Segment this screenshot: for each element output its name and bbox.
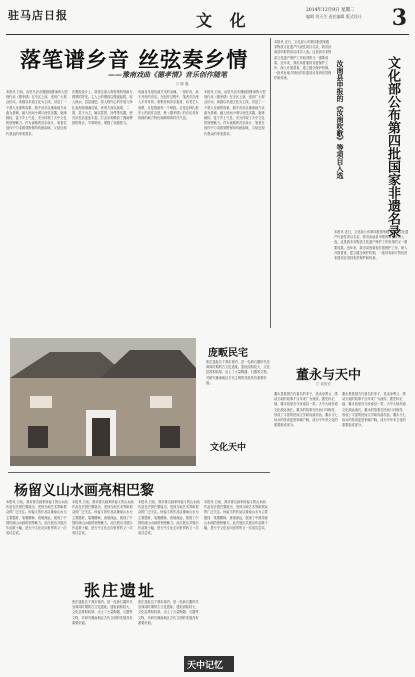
- lead-col-1: 本报讯 日前，由驻马店市豫剧团排演的大型现代戏《德孝情》在市区上演，受到广大观众好评。该剧以孝道文化为主线，讲述了一个感人至深的故事。剧中音乐以豫南地方戏曲为基调，融入民间小调与丝弦乐器，旋律婉转，富于乡土气息，充分体现了天中文化的独特魅力。作为该剧的音乐设计，笔者在创作中力求做到既保持传统韵味，又贴近现代观众的审美需求。: [6, 90, 68, 136]
- lead-byline: □ 陈 鑫: [176, 82, 189, 86]
- lead-col-2: 在唱腔设计上，笔者注重人物性格的刻画与情感的抒发。主人公的唱段以慢板起腔，转入流水，层层递进，将人物内心的矛盾与挣扎表现得淋漓尽致。伴奏方面以板胡、二胡、笛子为主，辅以琵琶、扬琴等乐器，使音乐色彩更加丰富。打击乐则吸收了豫南锣鼓的特点，节奏明快，增强了戏剧张力。: [72, 90, 133, 126]
- issue-date: 2014年12月9日 星期二: [306, 8, 355, 13]
- lead-col-3: 戏曲音乐是戏曲艺术的灵魂。一部好戏，离不开好的音乐。在创作过程中，笔者多次深入乡村采风，收集民间音乐素材，向老艺人请教，反复推敲每一个唱段。正是这种扎根乡土的创作态度，使《德孝情》的音乐具有浓郁的地方特色和鲜明的时代气息。: [138, 90, 199, 121]
- right-col-body: 本报讯 近日，文化部公布第四批国家级非物质文化遗产代表性项目名录，我市汝南县申报的项目成功入选。这是我市非物质文化遗产保护工作取得的又一重要成果。近年来，我市高度重视非遗保护工作，深入开展普查，建立健全保护机制，一批具有地方特色的非遗项目得到有效保护和传承。: [274, 40, 332, 81]
- right-col-subtitle: 汝南县申报的《汝南吹歌》等项目入选: [336, 60, 345, 179]
- newspaper-logo: 驻马店日报: [8, 9, 68, 22]
- edition-info: 编辑 刘天生 责任编辑 版式设计: [306, 14, 362, 19]
- section-title: 文 化: [196, 11, 252, 30]
- page-number: 3: [391, 5, 407, 31]
- yang-col-3: 本报讯 日前，我市著名画家杨留义的山水画作品在法国巴黎展出，受到当地艺术界和观众的广泛关注。杨留义的作品以豫南山水为主要题材，笔墨酣畅，意境深远，展现了中国传统山水画的独特魅力。此次展出共展出作品数十幅，是天中文化走向世界的又一次成功尝试。: [138, 500, 200, 536]
- right-col-title: 文化部公布第四批国家非遗名录: [385, 56, 400, 238]
- lead-col-4: 本报讯 日前，由驻马店市豫剧团排演的大型现代戏《德孝情》在市区上演，受到广大观众好评。该剧以孝道文化为主线，讲述了一个感人至深的故事。剧中音乐以豫南地方戏曲为基调，融入民间小调与丝弦乐器，旋律婉转，富于乡土气息，充分体现了天中文化的独特魅力。作为该剧的音乐设计，笔者在创作中力求做到既保持传统韵味，又贴近现代观众的审美需求。: [204, 90, 266, 136]
- dong-col-1: 董永是我国古代著名的孝子，其卖身葬父、感动天地的故事千百年来广为流传。据史料记载，董永故里在今汝南县一带。天中大地孝道文化源远流长，董永的故事在民间口耳相传，形成了丰富的民间文学和戏曲作品。董永与七仙女的传说更是家喻户晓，成为中华孝文化的重要组成部分。: [274, 392, 338, 428]
- yang-col-1: 本报讯 日前，我市著名画家杨留义的山水画作品在法国巴黎展出，受到当地艺术界和观众的广泛关注。杨留义的作品以豫南山水为主要题材，笔墨酣畅，意境深远，展现了中国传统山水画的独特魅力。此次展出共展出作品数十幅，是天中文化走向世界的又一次成功尝试。: [6, 500, 68, 536]
- masthead: [6, 4, 409, 35]
- corner-logo-box: [184, 656, 234, 672]
- dong-headline: 董永与天中: [296, 368, 362, 383]
- right-col-body-2: 本报讯 近日，文化部公布第四批国家级非物质文化遗产代表性项目名录，我市汝南县申报的项目成功入选。这是我市非物质文化遗产保护工作取得的又一重要成果。近年来，我市高度重视非遗保护工作，深入开展普查，建立健全保护机制，一批具有地方特色的非遗项目得到有效保护和传承。: [334, 230, 409, 261]
- zhang-headline: 张庄遗址: [84, 581, 157, 600]
- photo-box-title: 庞畈民宅: [208, 348, 248, 359]
- yang-headline: 杨留义山水画亮相巴黎: [14, 483, 154, 499]
- house-photo: [10, 338, 196, 466]
- lead-headline: 落笔谱乡音 丝弦奏乡情: [20, 47, 249, 72]
- dong-byline: □ 刘庆宏: [316, 382, 331, 386]
- section-divider: [8, 472, 270, 473]
- photo-box-caption: 文化天中: [210, 443, 247, 453]
- photo-box-text: 张庄遗址位于我市境内，是一处新石器时代至商周时期的古文化遗址。遗址面积较大，文化层堆积较厚，出土了大量陶器、石器等文物，对研究豫南地区古代文明的发展具有重要价值。: [206, 360, 270, 385]
- zhang-col-2: 张庄遗址位于我市境内，是一处新石器时代至商周时期的古文化遗址。遗址面积较大，文化层堆积较厚，出土了大量陶器、石器等文物，对研究豫南地区古代文明的发展具有重要价值。: [138, 600, 199, 625]
- corner-logo-text: 天中记忆: [187, 661, 224, 671]
- dong-col-2: 董永是我国古代著名的孝子，其卖身葬父、感动天地的故事千百年来广为流传。据史料记载，董永故里在今汝南县一带。天中大地孝道文化源远流长，董永的故事在民间口耳相传，形成了丰富的民间文学和戏曲作品。董永与七仙女的传说更是家喻户晓，成为中华孝文化的重要组成部分。: [342, 392, 406, 428]
- lead-subhead: ——豫南戏曲《德孝情》音乐创作随笔: [108, 70, 227, 79]
- yang-col-2: 本报讯 日前，我市著名画家杨留义的山水画作品在法国巴黎展出，受到当地艺术界和观众的广泛关注。杨留义的作品以豫南山水为主要题材，笔墨酣畅，意境深远，展现了中国传统山水画的独特魅力。此次展出共展出作品数十幅，是天中文化走向世界的又一次成功尝试。: [72, 500, 134, 536]
- zhang-col-1: 张庄遗址位于我市境内，是一处新石器时代至商周时期的古文化遗址。遗址面积较大，文化层堆积较厚，出土了大量陶器、石器等文物，对研究豫南地区古代文明的发展具有重要价值。: [72, 600, 133, 625]
- yang-col-4: 本报讯 日前，我市著名画家杨留义的山水画作品在法国巴黎展出，受到当地艺术界和观众的广泛关注。杨留义的作品以豫南山水为主要题材，笔墨酣畅，意境深远，展现了中国传统山水画的独特魅力。此次展出共展出作品数十幅，是天中文化走向世界的又一次成功尝试。: [204, 500, 268, 531]
- house-illustration: [10, 338, 196, 466]
- column-rule: [270, 38, 271, 328]
